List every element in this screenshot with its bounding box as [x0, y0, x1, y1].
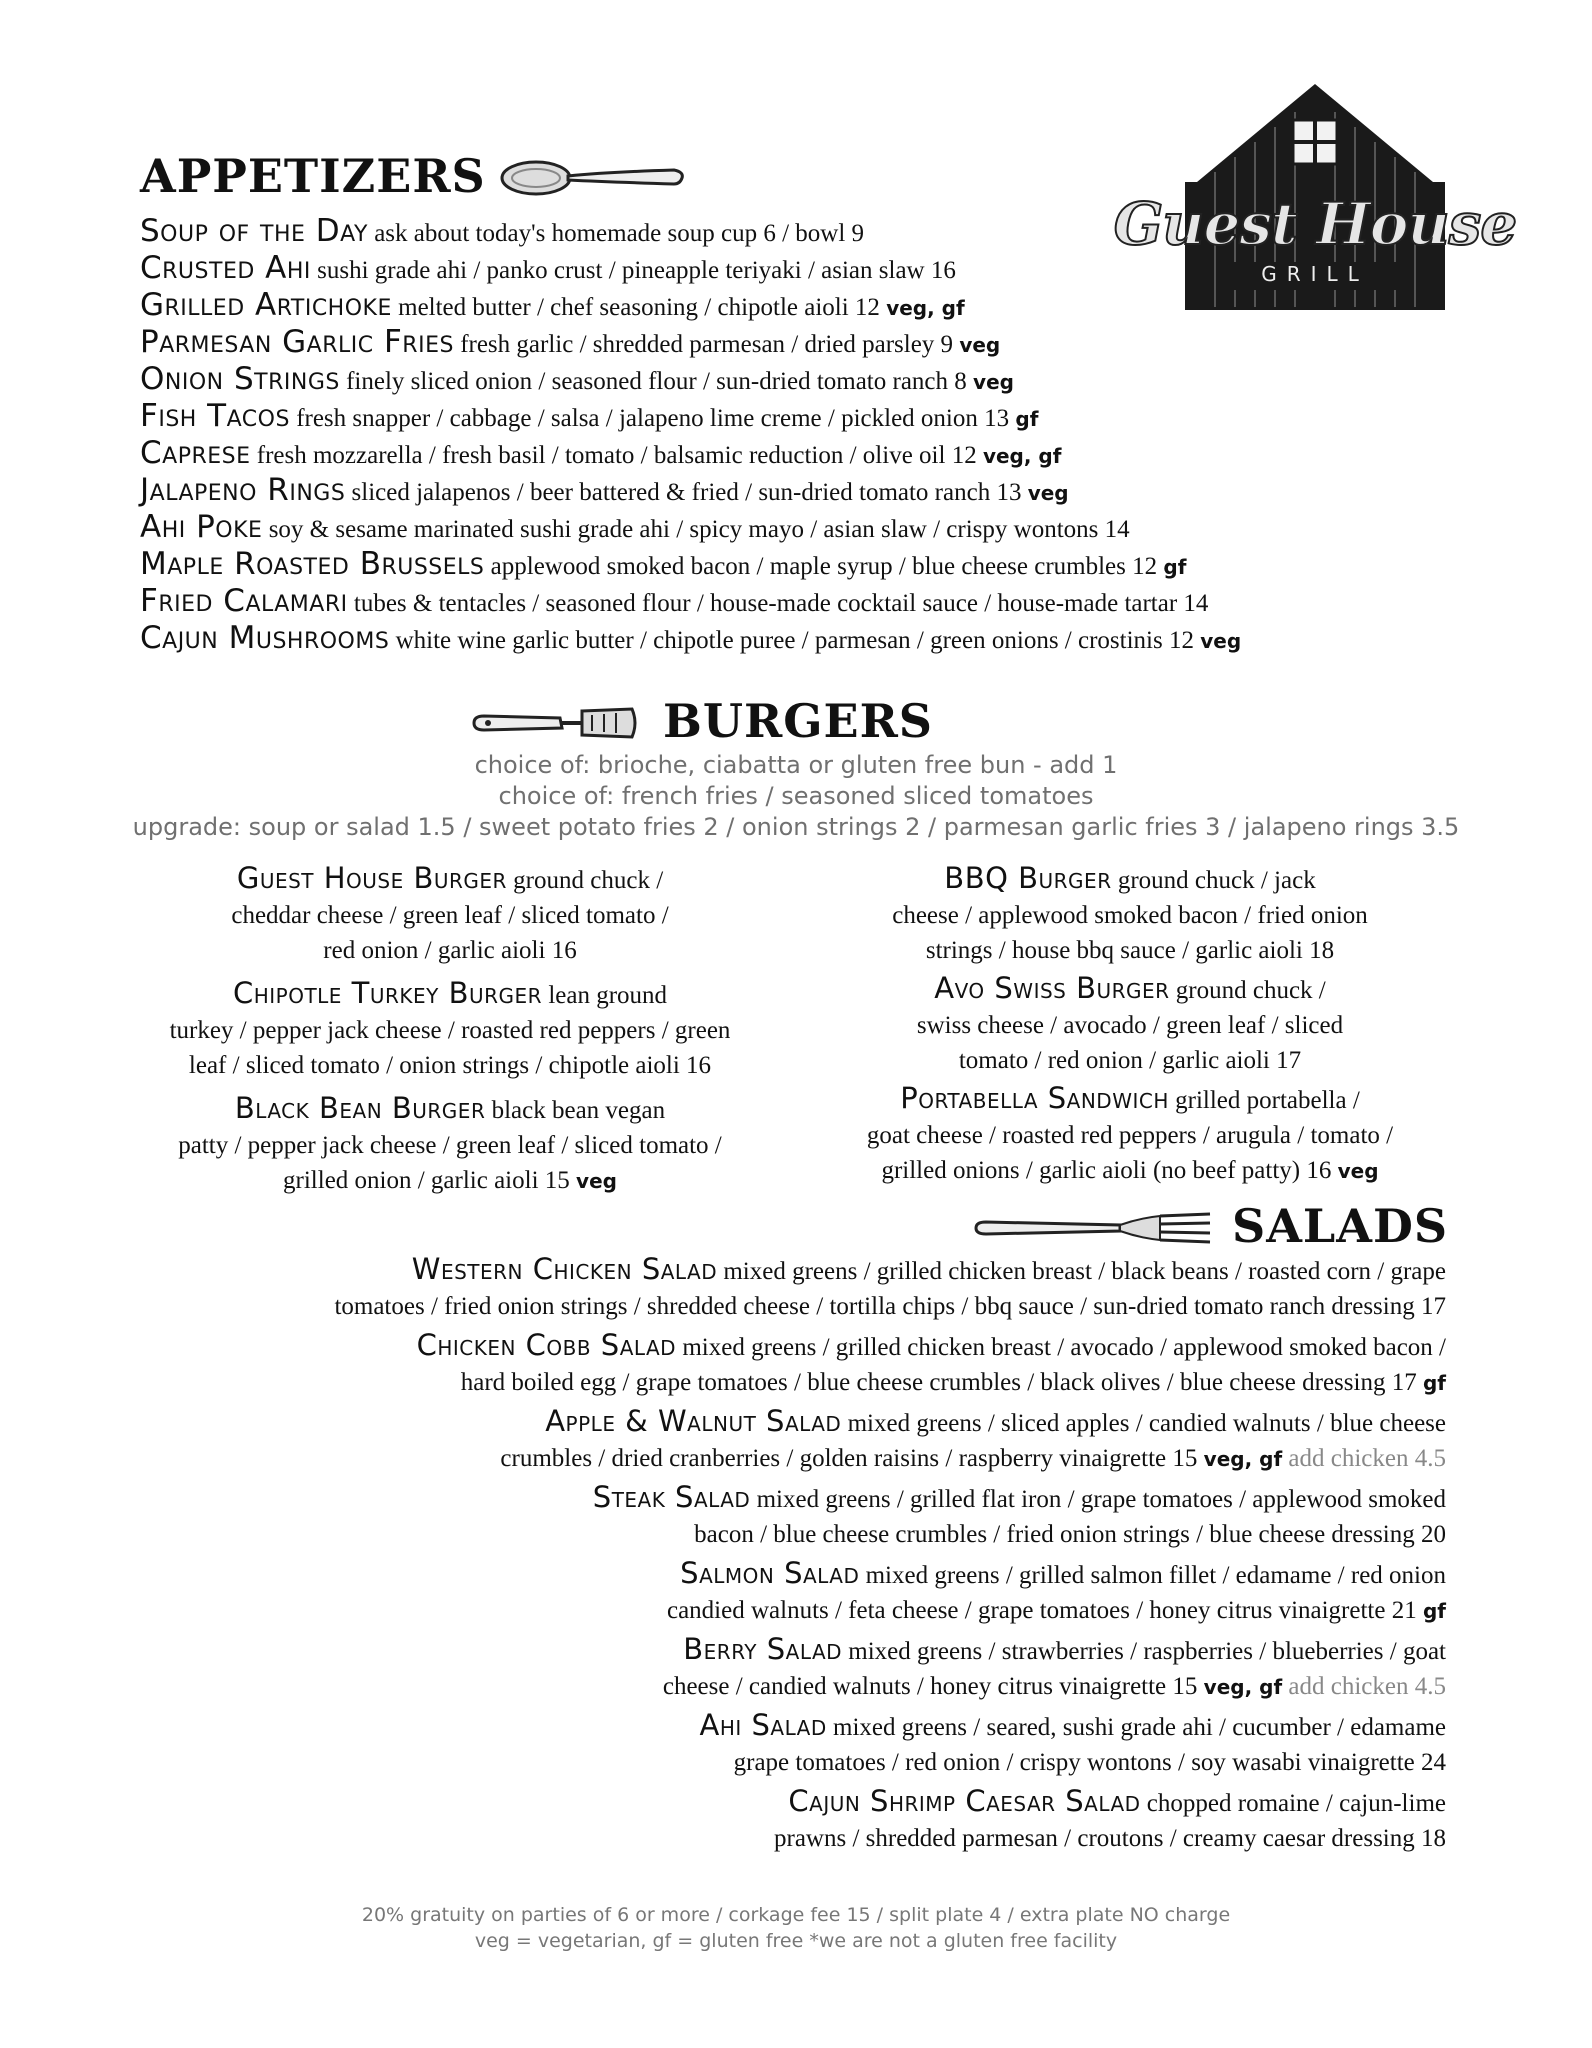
item-name: Parmesan Garlic Fries [140, 324, 454, 360]
upgrade-text: upgrade: soup or salad 1.5 / sweet potato fries 2 / onion strings 2 / parmesan garlic fries 3 / jalapeno rings 3.5 [132, 813, 1460, 841]
add-on-text: add chicken 4.5 [1282, 1673, 1446, 1700]
list-item [140, 1329, 1446, 1405]
item-description: melted butter / chef seasoning / chipotle aioli 12 [391, 294, 887, 321]
item-name: Fried Calamari [140, 583, 348, 619]
burgers-right-column [820, 862, 1440, 1192]
item-name: Soup of the Day [140, 213, 368, 249]
add-on-text: add chicken 4.5 [1282, 1445, 1446, 1472]
item-name: Crusted Ahi [140, 250, 311, 286]
item-tag: veg [576, 1169, 617, 1193]
item-description: bacon / blue cheese crumbles / fried onion strings / blue cheese dressing 20 [694, 1521, 1446, 1548]
item-description: candied walnuts / feta cheese / grape tomatoes / honey citrus vinaigrette 21 [666, 1597, 1423, 1624]
item-tag: veg [973, 370, 1014, 394]
item-name: Ahi Poke [140, 509, 263, 545]
spatula-icon [470, 703, 640, 743]
item-description: fresh snapper / cabbage / salsa / jalapeno lime creme / pickled onion 13 [289, 405, 1016, 432]
salads-heading [970, 1199, 1449, 1258]
item-name: Cajun Mushrooms [140, 620, 390, 656]
item-description: mixed greens / grilled chicken breast / black beans / roasted corn / grape [717, 1258, 1446, 1285]
item-description: applewood smoked bacon / maple syrup / blue cheese crumbles 12 [484, 553, 1164, 580]
item-description: grilled onion / garlic aioli 15 [283, 1167, 577, 1194]
list-item [140, 250, 1460, 287]
item-description: sushi grade ahi / panko crust / pineapple teriyaki / asian slaw 16 [310, 257, 956, 284]
appetizers-title: APPETIZERS [140, 149, 486, 203]
appetizers-list [140, 213, 1460, 657]
side-choice-text: choice of: french fries / seasoned sliced tomatoes [498, 782, 1094, 810]
item-name: Avo Swiss Burger [934, 971, 1170, 1005]
item-tag: gf [1422, 1371, 1446, 1395]
item-name: Onion Strings [140, 361, 340, 397]
item-tag: veg [1027, 481, 1069, 505]
bun-choice-text: choice of: brioche, ciabatta or gluten free bun - add 1 [474, 751, 1118, 779]
logo-text: Guest House [1113, 190, 1517, 258]
burgers-left-column [140, 862, 760, 1207]
list-item [140, 324, 1460, 361]
dietary-legend: veg = vegetarian, gf = gluten free *we are not a gluten free facility [474, 1930, 1118, 1952]
item-description: mixed greens / sliced apples / candied walnuts / blue cheese [841, 1410, 1446, 1437]
list-item [820, 1082, 1440, 1192]
item-name: Chipotle Turkey Burger [232, 976, 543, 1010]
list-item [140, 287, 1460, 324]
list-item [140, 213, 1460, 250]
appetizers-heading [140, 150, 740, 210]
list-item [140, 1481, 1446, 1557]
item-tag: gf [1015, 407, 1039, 431]
item-description: goat cheese / roasted red peppers / arugula / tomato / [866, 1122, 1394, 1149]
list-item [140, 1633, 1446, 1709]
item-name: Ahi Salad [699, 1708, 827, 1742]
item-description: crumbles / dried cranberries / golden raisins / raspberry vinaigrette 15 [500, 1445, 1204, 1472]
list-item [140, 361, 1460, 398]
item-description: mixed greens / grilled chicken breast / avocado / applewood smoked bacon / [676, 1334, 1446, 1361]
item-tag: veg [1200, 629, 1242, 653]
list-item [140, 1253, 1446, 1329]
burgers-heading [470, 695, 990, 753]
item-description: grilled portabella / [1168, 1087, 1360, 1114]
item-description: cheddar cheese / green leaf / sliced tomato / [231, 902, 669, 929]
item-description: tomato / red onion / garlic aioli 17 [958, 1047, 1302, 1074]
logo-subtext: GRILL [1261, 262, 1369, 286]
burgers-title: BURGERS [663, 694, 934, 748]
item-description: mixed greens / grilled flat iron / grape tomatoes / applewood smoked [750, 1486, 1446, 1513]
item-tag: veg [1337, 1159, 1379, 1183]
item-description: grape tomatoes / red onion / crispy wontons / soy wasabi vinaigrette 24 [733, 1749, 1446, 1776]
item-description: ask about today's homemade soup cup 6 / bowl 9 [367, 220, 865, 247]
item-tag: veg [959, 333, 1001, 357]
item-description: leaf / sliced tomato / onion strings / chipotle aioli 16 [188, 1052, 712, 1079]
item-name: Black Bean Burger [234, 1091, 486, 1125]
item-description: mixed greens / seared, sushi grade ahi / cucumber / edamame [826, 1714, 1446, 1741]
item-description: ground chuck / [506, 867, 664, 894]
item-name: Steak Salad [592, 1480, 751, 1514]
item-description: fresh garlic / shredded parmesan / dried parsley 9 [453, 331, 960, 358]
item-name: BBQ Burger [944, 861, 1112, 895]
item-description: swiss cheese / avocado / green leaf / sliced [916, 1012, 1344, 1039]
burgers-options [0, 750, 1592, 843]
spoon-icon [498, 158, 688, 198]
item-description: sliced jalapenos / beer battered & fried / sun-dried tomato ranch 13 [345, 479, 1028, 506]
fork-icon [970, 1208, 1220, 1248]
list-item [140, 472, 1460, 509]
item-name: Maple Roasted Brussels [140, 546, 485, 582]
item-description: ground chuck / jack [1111, 867, 1316, 894]
list-item [140, 1405, 1446, 1481]
list-item [140, 435, 1460, 472]
item-name: Caprese [140, 435, 251, 471]
item-name: Portabella Sandwich [900, 1081, 1169, 1115]
item-description: finely sliced onion / seasoned flour / sun-dried tomato ranch 8 [339, 368, 974, 395]
item-description: strings / house bbq sauce / garlic aioli 18 [925, 937, 1335, 964]
item-description: soy & sesame marinated sushi grade ahi / spicy mayo / asian slaw / crispy wontons 14 [262, 516, 1130, 543]
list-item [140, 1709, 1446, 1785]
item-description: mixed greens / grilled salmon fillet / edamame / red onion [859, 1562, 1446, 1589]
list-item [140, 583, 1460, 620]
list-item [140, 398, 1460, 435]
footer-notes [0, 1902, 1592, 1954]
item-name: Cajun Shrimp Caesar Salad [788, 1784, 1141, 1818]
item-name: Fish Tacos [140, 398, 290, 434]
item-description: prawns / shredded parmesan / croutons / creamy caesar dressing 18 [774, 1825, 1446, 1852]
item-description: cheese / candied walnuts / honey citrus vinaigrette 15 [662, 1673, 1204, 1700]
item-description: black bean vegan [485, 1097, 666, 1124]
item-description: lean ground [542, 982, 668, 1009]
item-name: Apple & Walnut Salad [545, 1404, 842, 1438]
item-description: tubes & tentacles / seasoned flour / house-made cocktail sauce / house-made tartar 14 [347, 590, 1209, 617]
item-description: cheese / applewood smoked bacon / fried onion [892, 902, 1368, 929]
item-description: red onion / garlic aioli 16 [323, 937, 577, 964]
item-tag: veg, gf [982, 444, 1062, 468]
list-item [140, 977, 760, 1092]
item-description: fresh mozzarella / fresh basil / tomato / balsamic reduction / olive oil 12 [250, 442, 983, 469]
item-description: grilled onions / garlic aioli (no beef patty) 16 [881, 1157, 1338, 1184]
item-name: Guest House Burger [236, 861, 507, 895]
item-name: Jalapeno Rings [140, 472, 346, 508]
list-item [140, 546, 1460, 583]
list-item [140, 1092, 760, 1207]
list-item [820, 862, 1440, 972]
salads-title: SALADS [1232, 1199, 1449, 1253]
item-tag: veg, gf [886, 296, 965, 320]
item-tag: veg, gf [1203, 1447, 1283, 1471]
list-item [140, 620, 1460, 657]
item-name: Salmon Salad [680, 1556, 860, 1590]
list-item [140, 509, 1460, 546]
item-description: turkey / pepper jack cheese / roasted red peppers / green [169, 1017, 731, 1044]
list-item [820, 972, 1440, 1082]
item-name: Western Chicken Salad [411, 1252, 718, 1286]
item-tag: gf [1422, 1599, 1446, 1623]
gratuity-note: 20% gratuity on parties of 6 or more / corkage fee 15 / split plate 4 / extra plate NO charge [361, 1904, 1231, 1926]
item-description: white wine garlic butter / chipotle puree / parmesan / green onions / crostinis 12 [389, 627, 1201, 654]
item-name: Chicken Cobb Salad [416, 1328, 677, 1362]
item-tag: veg, gf [1203, 1675, 1283, 1699]
item-description: tomatoes / fried onion strings / shredded cheese / tortilla chips / bbq sauce / sun-dried tomato ranch dressing 17 [334, 1293, 1446, 1320]
item-name: Grilled Artichoke [140, 287, 392, 323]
list-item [140, 862, 760, 977]
item-description: patty / pepper jack cheese / green leaf / sliced tomato / [178, 1132, 722, 1159]
item-name: Berry Salad [683, 1632, 843, 1666]
item-tag: gf [1163, 555, 1187, 579]
item-description: chopped romaine / cajun-lime [1140, 1790, 1446, 1817]
item-description: ground chuck / [1169, 977, 1326, 1004]
list-item [140, 1557, 1446, 1633]
list-item [140, 1785, 1446, 1861]
item-description: mixed greens / strawberries / raspberries / blueberries / goat [842, 1638, 1446, 1665]
salads-list [140, 1253, 1446, 1861]
item-description: hard boiled egg / grape tomatoes / blue cheese crumbles / black olives / blue cheese dressing 17 [460, 1369, 1423, 1396]
